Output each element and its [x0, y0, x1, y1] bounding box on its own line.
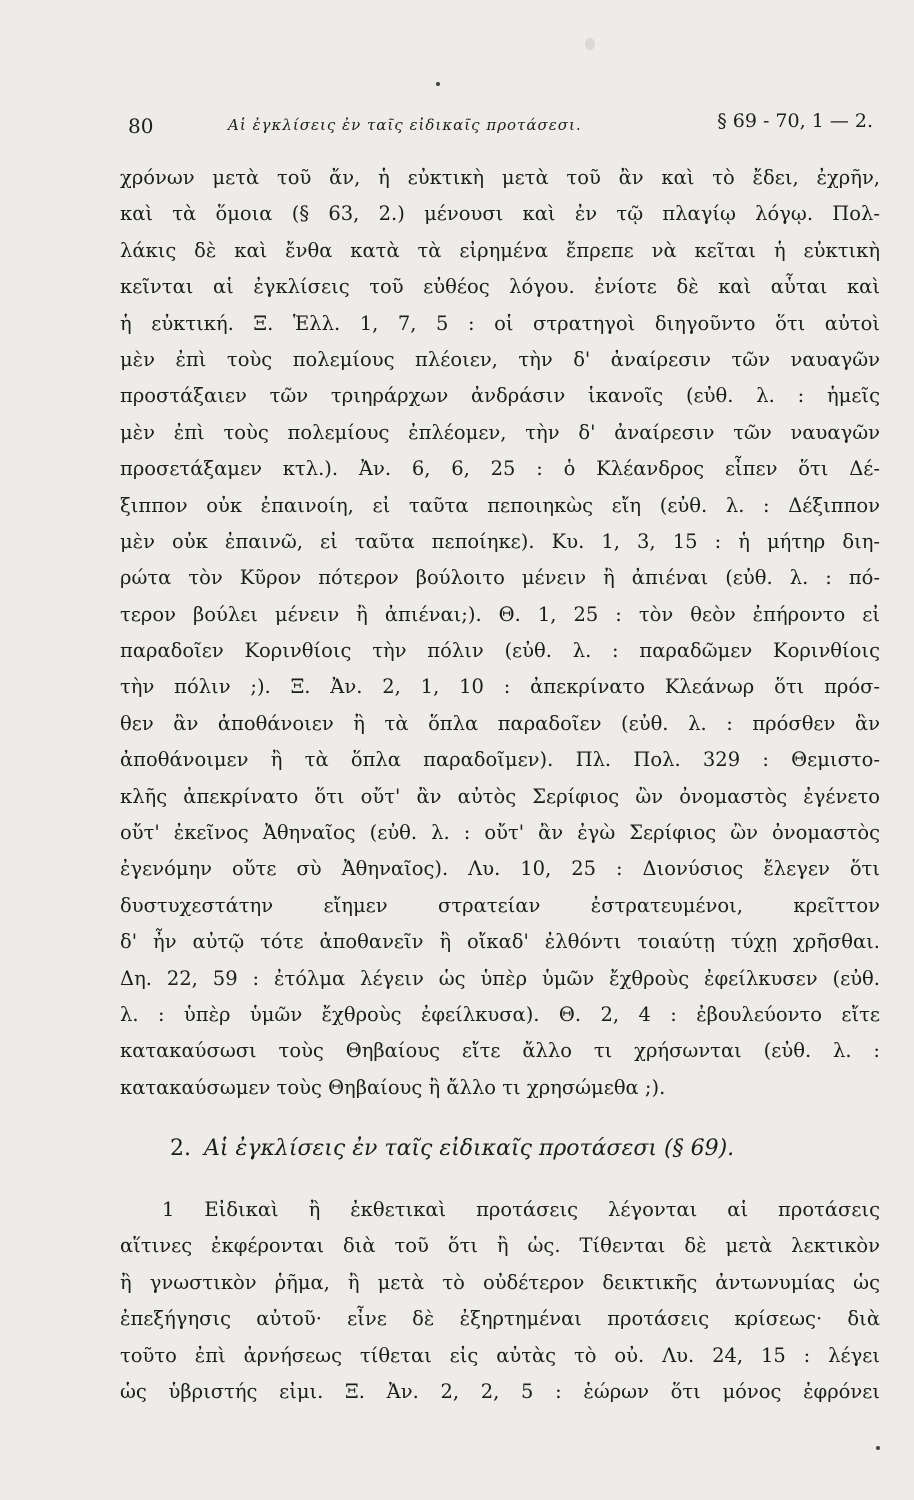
section-reference: § 69 - 70, 1 — 2. — [717, 110, 873, 132]
text-line: ὡς ὑβριστής εἰμι. Ξ. Ἀν. 2, 2, 5 : ἑώρων ὅτι μόνος ἐφρόνει — [120, 1379, 880, 1403]
section-number: 2. — [170, 1136, 191, 1161]
text-line: ἢ γνωστικὸν ῥῆμα, ἢ μετὰ τὸ οὐδέτερον δεικτικῆς ἀντωνυμίας ὡς — [120, 1270, 880, 1294]
text-line: θεν ἂν ἀποθάνοιεν ἢ τὰ ὅπλα παραδοῖεν (εὐθ. λ. : πρόσθεν ἂν — [120, 711, 880, 735]
text-line: αἵτινες ἐκφέρονται διὰ τοῦ ὅτι ἢ ὡς. Τίθενται δὲ μετὰ λεκτικὸν — [120, 1234, 880, 1258]
text-line: οὔτ' ἐκεῖνος Ἀθηναῖος (εὐθ. λ. : οὔτ' ἂν ἐγὼ Σερίφιος ὢν ὀνομαστὸς — [120, 821, 880, 845]
text-line: κεῖνται αἱ ἐγκλίσεις τοῦ εὐθέος λόγου. ἐνίοτε δὲ καὶ αὗται καὶ — [120, 275, 880, 299]
page-number: 80 — [128, 114, 154, 138]
text-line: λάκις δὲ καὶ ἔνθα κατὰ τὰ εἰρημένα ἔπρεπε νὰ κεῖται ἡ εὐκτικὴ — [120, 238, 880, 262]
text-line: ξιππον οὐκ ἐπαινοίη, εἰ ταῦτα πεποιηκὼς εἴη (εὐθ. λ. : Δέξιππον — [120, 493, 880, 517]
text-line: προστάξαιεν τῶν τριηράρχων ἀνδράσιν ἱκανοῖς (εὐθ. λ. : ἡμεῖς — [120, 384, 880, 408]
text-line: ἐπεξήγησις αὐτοῦ· εἶνε δὲ ἐξηρτημέναι προτάσεις κρίσεως· διὰ — [120, 1307, 880, 1331]
text-line: δυστυχεστάτην εἴημεν στρατείαν ἐστρατευμένοι, κρεῖττον — [120, 893, 880, 917]
text-line: τοῦτο ἐπὶ ἀρνήσεως τίθεται εἰς αὐτὰς τὸ οὐ. Λυ. 24, 15 : λέγει — [120, 1343, 880, 1367]
text-line: 1 Εἰδικαὶ ἢ ἐκθετικαὶ προτάσεις λέγονται αἱ προτάσεις — [162, 1198, 880, 1221]
running-title: Αἱ ἐγκλίσεις ἐν ταῖς εἰδικαῖς προτάσεσι. — [228, 116, 582, 134]
text-line: μὲν ἐπὶ τοὺς πολεμίους ἐπλέομεν, τὴν δ' ἀναίρεσιν τῶν ναυαγῶν — [120, 420, 880, 444]
text-line: δ' ἦν αὐτῷ τότε ἀποθανεῖν ἢ οἴκαδ' ἐλθόντι τοιαύτῃ τύχῃ χρῆσθαι. — [120, 930, 880, 954]
page-header — [128, 108, 873, 144]
text-line: λ. : ὑπὲρ ὑμῶν ἔχθροὺς ἐφείλκυσα). Θ. 2, 4 : ἐβουλεύοντο εἴτε — [120, 1002, 880, 1026]
section-heading — [170, 1136, 830, 1161]
text-line: προσετάξαμεν κτλ.). Ἀν. 6, 6, 25 : ὁ Κλέανδρος εἶπεν ὅτι Δέ- — [120, 457, 880, 481]
text-line: χρόνων μετὰ τοῦ ἄν, ἡ εὐκτικὴ μετὰ τοῦ ἂν καὶ τὸ ἔδει, ἐχρῆν, — [120, 166, 880, 189]
text-line: Δη. 22, 59 : ἐτόλμα λέγειν ὡς ὑπὲρ ὑμῶν ἔχθροὺς ἐφείλκυσεν (εὐθ. — [120, 966, 880, 990]
text-line: κλῆς ἀπεκρίνατο ὅτι οὔτ' ἂν αὐτὸς Σερίφιος ὢν ὀνομαστὸς ἐγένετο — [120, 784, 880, 808]
text-line: κατακαύσωσι τοὺς Θηβαίους εἴτε ἄλλο τι χρήσωνται (εὐθ. λ. : — [120, 1039, 880, 1063]
text-line: παραδοῖεν Κορινθίοις τὴν πόλιν (εὐθ. λ. : παραδῶμεν Κορινθίοις — [120, 639, 880, 663]
section-title: Αἱ ἐγκλίσεις ἐν ταῖς εἰδικαῖς προτάσεσι (§ 69). — [204, 1136, 735, 1161]
text-line: ἐγενόμην οὔτε σὺ Ἀθηναῖος). Λυ. 10, 25 : Διονύσιος ἔλεγεν ὅτι — [120, 857, 880, 881]
text-line: ἀποθάνοιμεν ἢ τὰ ὅπλα παραδοῖμεν). Πλ. Πολ. 329 : Θεμιστο- — [120, 748, 880, 772]
text-line: ρώτα τὸν Κῦρον πότερον βούλοιτο μένειν ἢ ἀπιέναι (εὐθ. λ. : πό- — [120, 566, 880, 590]
body-paragraph — [120, 160, 880, 1106]
text-line: τὴν πόλιν ;). Ξ. Ἀν. 2, 1, 10 : ἀπεκρίνατο Κλεάνωρ ὅτι πρόσ- — [120, 675, 880, 699]
ink-speck — [436, 82, 440, 86]
text-line: ἡ εὐκτική. Ξ. Ἑλλ. 1, 7, 5 : οἱ στρατηγοὶ διηγοῦντο ὅτι αὐτοὶ — [120, 311, 880, 335]
text-line: μὲν οὐκ ἐπαινῶ, εἰ ταῦτα πεποίηκε). Κυ. 1, 3, 15 : ἡ μήτηρ διη- — [120, 529, 880, 553]
text-line: κατακαύσωμεν τοὺς Θηβαίους ἢ ἄλλο τι χρησώμεθα ;). — [120, 1075, 666, 1099]
text-line: μὲν ἐπὶ τοὺς πολεμίους πλέοιεν, τὴν δ' ἀναίρεσιν τῶν ναυαγῶν — [120, 347, 880, 371]
section-body — [120, 1192, 880, 1410]
text-line: καὶ τὰ ὅμοια (§ 63, 2.) μένουσι καὶ ἐν τῷ πλαγίῳ λόγῳ. Πολ- — [120, 202, 880, 226]
page-smudge — [585, 38, 595, 50]
text-line: τερον βούλει μένειν ἢ ἀπιέναι;). Θ. 1, 25 : τὸν θεὸν ἐπήροντο εἰ — [120, 602, 880, 626]
ink-speck — [876, 1446, 880, 1450]
